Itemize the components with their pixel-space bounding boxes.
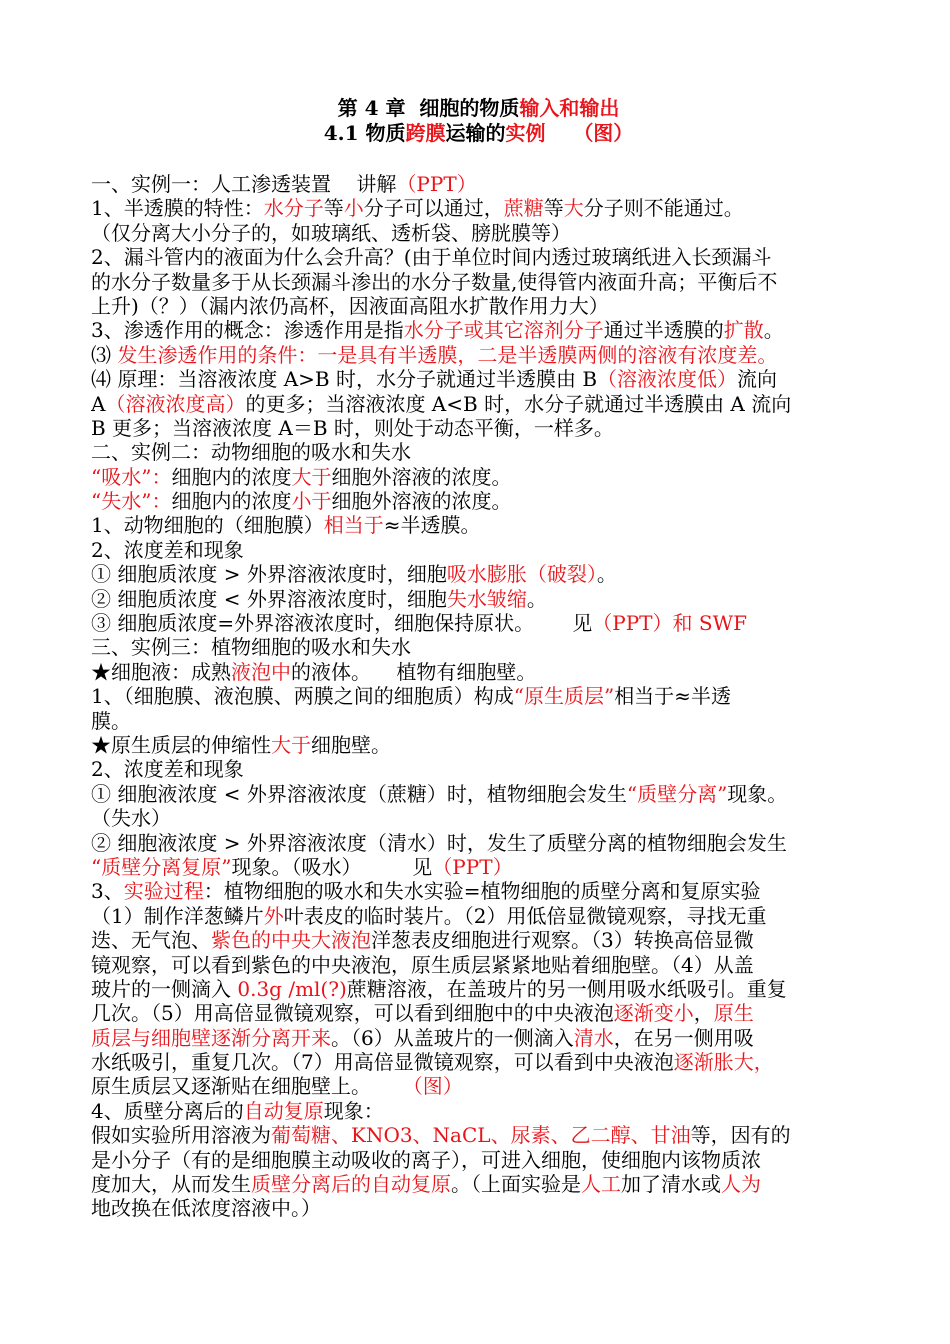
text-run: （1）制作洋葱鳞片: [91, 903, 264, 928]
text-run: 叶表皮的临时装片。（2）用低倍显微镜观察，寻找无重: [283, 903, 767, 928]
text-run: 第 4 章 细胞的物质: [337, 96, 520, 120]
text-run: 地改换在低浓度溶液中。）: [91, 1196, 321, 1221]
highlighted-text: “失水”：: [91, 489, 172, 514]
text-run: 是小分子（有的是细胞膜主动吸收的离子），可进入细胞，使细胞内该物质浓: [91, 1147, 761, 1172]
text-run: ① 细胞液浓度 < 外界溶液浓度（蔗糖）时，植物细胞会发生: [91, 781, 627, 806]
text-line: [91, 294, 866, 318]
highlighted-text: 小: [343, 196, 364, 221]
text-run: ⑷ 原理：当溶液浓度 A>B 时，水分子就通过半透膜由 B: [91, 367, 598, 392]
text-run: ① 细胞质浓度 > 外界溶液浓度时，细胞: [91, 562, 447, 587]
text-run: [545, 121, 573, 145]
text-line: [91, 172, 866, 196]
text-run: 4.1 物质: [323, 121, 406, 145]
text-line: [91, 1001, 866, 1025]
text-run: 。（上面实验是: [451, 1172, 581, 1197]
text-run: （失水）: [91, 806, 171, 831]
highlighted-text: 外: [263, 903, 284, 928]
text-run: 细胞壁。: [311, 732, 391, 757]
highlighted-text: 跨膜: [405, 121, 446, 145]
text-line: [91, 465, 866, 489]
text-run: 分子可以通过，: [363, 196, 504, 221]
text-run: 洋葱表皮细胞进行观察。（3）转换高倍显微: [371, 928, 754, 953]
highlighted-text: （PPT）: [396, 172, 477, 196]
text-run: 二、实例二：动物细胞的吸水和失水: [91, 440, 411, 465]
text-run: ≈半透膜。: [383, 513, 481, 538]
text-run: B 更多；当溶液浓度 A＝B 时，则处于动态平衡，一样多。: [91, 415, 614, 440]
text-run: 三、实例三：植物细胞的吸水和失水: [91, 635, 411, 660]
text-run: 细胞内的浓度: [171, 464, 292, 489]
text-run: ③ 细胞质浓度=外界溶液浓度时，细胞保持原状。 见: [91, 611, 593, 636]
highlighted-text: 0.3g /ml(?): [237, 976, 347, 1001]
text-line: [91, 440, 866, 464]
highlighted-text: 人为: [721, 1172, 761, 1197]
text-line: [91, 660, 866, 684]
text-run: 镜观察，可以看到紫色的中央液泡，原生质层紧紧地贴着细胞壁。（4）从盖: [91, 952, 754, 977]
text-run: 等，因有的: [690, 1123, 791, 1148]
text-run: A: [91, 391, 106, 416]
text-run: 假如实验所用溶液为: [91, 1123, 271, 1148]
title-line: [91, 96, 866, 121]
text-run: 的液体。 植物有细胞壁。: [291, 659, 537, 684]
text-line: [91, 1172, 866, 1196]
text-line: [91, 1050, 866, 1074]
highlighted-text: 发生渗透作用的条件：一是具有半透膜，二是半透膜两侧的溶液有浓度差。: [117, 342, 778, 367]
text-line: [91, 977, 866, 1001]
highlighted-text: 大于: [271, 732, 311, 757]
text-line: [91, 1123, 866, 1147]
highlighted-text: “吸水”：: [91, 464, 172, 489]
text-line: [91, 318, 866, 342]
highlighted-text: 葡萄糖、KNO3、NaCL、尿素、乙二醇、甘油: [271, 1123, 691, 1148]
text-run: 4、质壁分离后的: [91, 1098, 244, 1123]
text-line: [91, 855, 866, 879]
document-title: [91, 96, 866, 146]
highlighted-text: 逐渐胀大，: [673, 1050, 774, 1075]
text-run: 2、漏斗管内的液面为什么会升高？(由于单位时间内透过玻璃纸进入长颈漏斗: [91, 245, 772, 270]
highlighted-text: 蔗糖: [503, 196, 544, 221]
text-line: [91, 1196, 866, 1220]
text-line: [91, 1148, 866, 1172]
text-run: 通过半透膜的: [603, 318, 724, 343]
text-line: [91, 196, 866, 220]
text-line: [91, 757, 866, 781]
highlighted-text: 原生: [713, 1001, 754, 1026]
text-line: [91, 904, 866, 928]
text-line: [91, 806, 866, 830]
text-line: [91, 709, 866, 733]
text-run: 1、动物细胞的（细胞膜）: [91, 513, 324, 538]
text-run: 迭、无气泡、: [91, 928, 211, 953]
text-run: 2、浓度差和现象: [91, 757, 244, 782]
text-run: 相当于≈半透: [614, 684, 731, 709]
highlighted-text: 失水皱缩: [446, 586, 527, 611]
text-run: 蔗糖溶液，在盖玻片的另一侧用吸水纸吸引。重复: [346, 976, 787, 1001]
text-run: 等: [543, 196, 564, 221]
highlighted-text: 实例: [505, 121, 546, 145]
text-run: 运输的: [445, 121, 506, 145]
text-line: [91, 270, 866, 294]
document-body: [91, 172, 866, 1221]
highlighted-text: （PPT）和 SWF: [592, 611, 748, 636]
highlighted-text: （图）: [573, 121, 634, 145]
text-run: 1、（细胞膜、液泡膜、两膜之间的细胞质）构成: [91, 684, 514, 709]
text-line: [91, 587, 866, 611]
text-line: [91, 1026, 866, 1050]
text-run: 上升)（？）（漏内浓仍高杯，因液面高阻水扩散作用力大）: [91, 293, 609, 318]
text-line: [91, 562, 866, 586]
text-run: 流向: [737, 367, 778, 392]
text-run: 现象。（吸水） 见: [231, 854, 433, 879]
highlighted-text: 小于: [291, 489, 332, 514]
highlighted-text: （图）: [402, 1074, 463, 1099]
text-run: 玻片的一侧滴入: [91, 976, 238, 1001]
text-run: 度加大，从而发生: [91, 1172, 251, 1197]
text-run: ：植物细胞的吸水和失水实验=植物细胞的质壁分离和复原实验: [203, 879, 761, 904]
text-line: [91, 367, 866, 391]
text-line: [91, 416, 866, 440]
highlighted-text: 质壁分离后的自动复原: [251, 1172, 451, 1197]
text-line: [91, 635, 866, 659]
text-run: 现象。: [727, 781, 788, 806]
text-run: 。: [763, 318, 784, 343]
highlighted-text: 吸水膨胀（破裂）: [446, 562, 597, 587]
text-line: [91, 782, 866, 806]
highlighted-text: （溶液浓度高）: [105, 391, 246, 416]
highlighted-text: 大: [563, 196, 584, 221]
text-run: 的水分子数量多于从长颈漏斗渗出的水分子数量,使得管内液面升高；平衡后不: [91, 269, 778, 294]
highlighted-text: 实验过程: [123, 879, 204, 904]
highlighted-text: 液泡中: [231, 659, 291, 684]
text-line: [91, 221, 866, 245]
document-page: [91, 96, 866, 1221]
text-line: [91, 489, 866, 513]
highlighted-text: “质壁分离复原”: [91, 854, 232, 879]
text-run: 细胞外溶液的浓度。: [331, 464, 512, 489]
text-line: [91, 611, 866, 635]
text-run: 分子则不能通过。: [583, 196, 744, 221]
text-run: 细胞外溶液的浓度。: [331, 489, 512, 514]
text-run: 1、半透膜的特性：: [91, 196, 264, 221]
highlighted-text: 扩散: [723, 318, 764, 343]
text-run: 3、渗透作用的概念：渗透作用是指: [91, 318, 404, 343]
text-run: ② 细胞质浓度 < 外界溶液浓度时，细胞: [91, 586, 447, 611]
text-run: 等: [323, 196, 344, 221]
text-run: 3、: [91, 879, 124, 904]
text-line: [91, 879, 866, 903]
text-run: 一、实例一：人工渗透装置 讲解: [91, 172, 397, 196]
text-run: 。: [526, 586, 547, 611]
text-run: ，: [693, 1001, 714, 1026]
highlighted-text: 大于: [291, 464, 332, 489]
text-line: [91, 538, 866, 562]
text-line: [91, 1074, 866, 1098]
text-run: 膜。: [91, 708, 131, 733]
text-run: ⑶: [91, 342, 118, 367]
text-line: [91, 684, 866, 708]
text-run: 原生质层又逐渐贴在细胞壁上。: [91, 1074, 403, 1099]
highlighted-text: 水分子或其它溶剂分子: [403, 318, 604, 343]
text-run: 加了清水或: [621, 1172, 721, 1197]
text-line: [91, 831, 866, 855]
text-run: ，在另一侧用吸: [613, 1025, 754, 1050]
text-run: 细胞内的浓度: [171, 489, 292, 514]
text-line: [91, 392, 866, 416]
highlighted-text: 自动复原: [243, 1098, 324, 1123]
text-run: ★细胞液：成熟: [91, 659, 231, 684]
text-line: [91, 245, 866, 269]
text-run: 水纸吸引，重复几次。（7）用高倍显微镜观察，可以看到中央液泡: [91, 1050, 674, 1075]
highlighted-text: 水分子: [263, 196, 324, 221]
title-line: [91, 121, 866, 146]
text-line: [91, 733, 866, 757]
text-run: 几次。（5）用高倍显微镜观察，可以看到细胞中的中央液泡: [91, 1001, 614, 1026]
text-line: [91, 1099, 866, 1123]
text-run: 。（6）从盖玻片的一侧滴入: [331, 1025, 574, 1050]
text-run: 的更多；当溶液浓度 A<B 时，水分子就通过半透膜由 A 流向: [245, 391, 792, 416]
text-line: [91, 928, 866, 952]
highlighted-text: 逐渐变小: [613, 1001, 694, 1026]
text-run: 。: [596, 562, 617, 587]
text-line: [91, 953, 866, 977]
highlighted-text: （溶液浓度低）: [597, 367, 738, 392]
text-run: ② 细胞液浓度 > 外界溶液浓度（清水）时，发生了质壁分离的植物细胞会发生: [91, 830, 787, 855]
text-run: （仅分离大小分子的，如玻璃纸、透析袋、膀胱膜等）: [91, 220, 571, 245]
highlighted-text: “质壁分离”: [626, 781, 728, 806]
highlighted-text: （PPT）: [432, 854, 513, 879]
text-run: 现象：: [323, 1098, 384, 1123]
highlighted-text: 质层与细胞壁逐渐分离开来: [91, 1025, 331, 1050]
highlighted-text: 紫色的中央大液泡: [211, 928, 371, 953]
text-run: 2、浓度差和现象: [91, 537, 244, 562]
text-line: [91, 343, 866, 367]
highlighted-text: 清水: [573, 1025, 614, 1050]
highlighted-text: 相当于: [323, 513, 384, 538]
text-run: ★原生质层的伸缩性: [91, 732, 271, 757]
text-line: [91, 513, 866, 537]
highlighted-text: “原生质层”: [513, 684, 615, 709]
highlighted-text: 人工: [581, 1172, 621, 1197]
highlighted-text: 输入和输出: [519, 96, 620, 120]
